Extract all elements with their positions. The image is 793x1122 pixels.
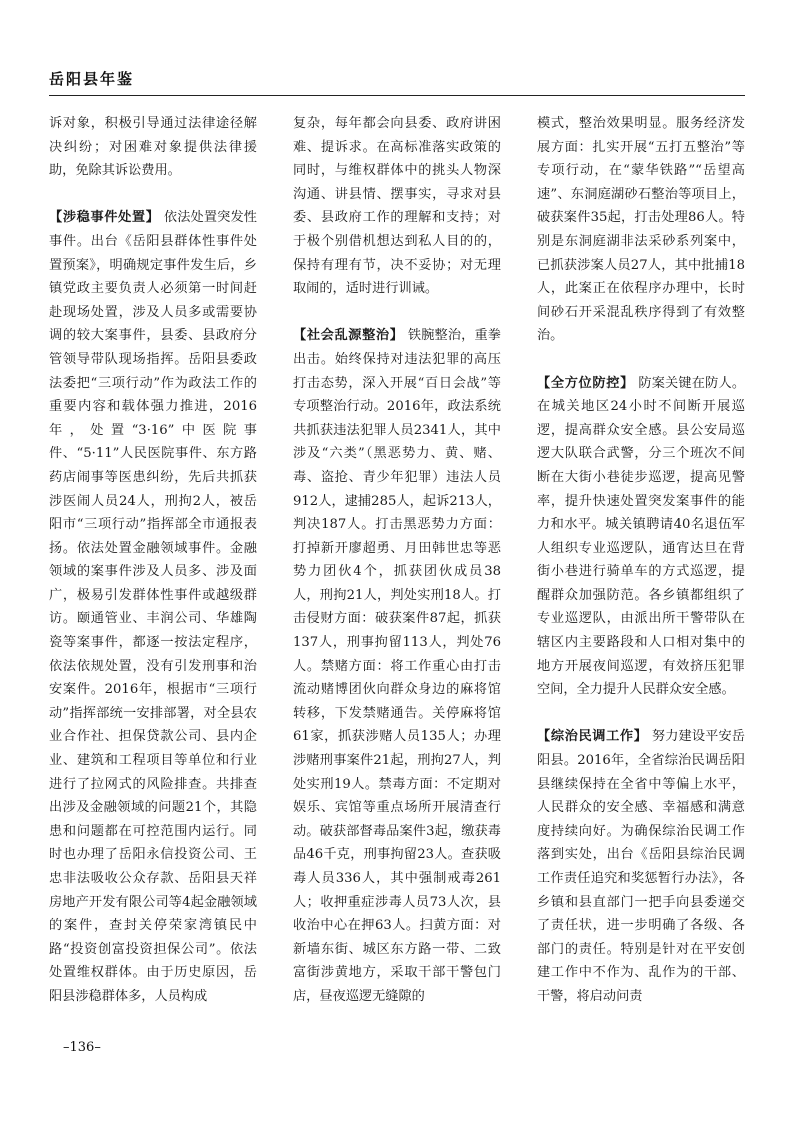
section-heading: 【社会乱源整治】 [293,328,404,344]
header-divider [49,95,745,96]
section-heading: 【涉稳事件处置】 [49,210,160,226]
section-body: 铁腕整治，重拳出击。始终保持对违法犯罪的高压打击态势，深入开展“百日会战”等专项整治行动。2016年，政法系统共抓获违法犯罪人员2341人，其中涉及“六类”（黑恶势力、黄、赌、毒、盗抢、青少年犯罪）违法人员912人，逮捕285人，起诉213人，判决187人。打击黑恶势力方面：打掉新开廖超勇、月田韩世忠等恶势力团伙4个，抓获团伙成员38人，刑拘21人，判处实刑18人。打击侵财方面：破获案件87起，抓获137人，刑事拘留113人，判处76人。禁赌方面：将工作重心由打击流动赌博团伙向群众身边的麻将馆转移，下发禁赌通告。关停麻将馆61家，抓获涉赌人员135人；办理涉赌刑事案件21起，刑拘27人，判处实刑19人。禁毒方面：不定期对娱乐、宾馆等重点场所开展清查行动。破获部督毒品案件3起，缴获毒品46千克，刑事拘留23人。查获吸毒人员336人，其中强制戒毒261人；收押重症涉毒人员73人次，县收治中心在押63人。扫黄方面：对新墙东街、城区东方路一带、二致富街涉黄地方，采取干部干警包门店，昼夜巡逻无缝隙的 [293,328,501,1004]
section-heading: 【综治民调工作】 [537,729,648,745]
section-body: 努力建设平安岳阳县。2016年，全省综治民调岳阳县继续保持在全省中等偏上水平，人民群众的安全感、幸福感和满意度持续向好。为确保综治民调工作落到实处，出台《岳阳县综治民调工作责任追究和奖惩暂行办法》，各乡镇和县直部门一把手向县委递交了责任状，进一步明确了各级、各部门的责任。特别是针对在平安创建工作中不作为、乱作为的干部、干警，将启动问责 [537,729,745,1004]
section-全方位防控 [537,372,745,702]
paragraph: 复杂，每年都会向县委、政府讲困难、提诉求。在高标准落实政策的同时，与维权群体中的挑头人物深沟通、讲县情、摆事实，寻求对县委、县政府工作的理解和支持；对于极个别借机想达到私人目的的，保持有理有节，决不妥协；对无理取闹的，适时进行训诫。 [293,116,501,297]
section-body: 防案关键在防人。在城关地区24小时不间断开展巡逻，提高群众安全感。县公安局巡逻大队联合武警，分三个班次不间断在大街小巷徒步巡逻，提高见警率，提升快速处置突发案事件的能力和水平。城关镇聘请40名退伍军人组织专业巡逻队，通宵达旦在背街小巷进行骑单车的方式巡逻，提醒群众加强防范。各乡镇都组织了专业巡逻队，由派出所干警带队在辖区内主要路段和人口相对集中的地方开展夜间巡逻，有效挤压犯罪空间，全力提升人民群众安全感。 [537,375,746,698]
section-heading: 【全方位防控】 [537,375,634,391]
running-header-title: 岳阳县年鉴 [49,70,135,88]
page-number: –136– [63,1040,101,1055]
text-column-1 [49,112,257,1009]
text-column-2 [293,112,501,1009]
section-涉稳事件处置 [49,206,257,1008]
paragraph: 模式，整治效果明显。服务经济发展方面：扎实开展“五打五整治”等专项行动，在“蒙华铁路”“岳望高速”、东洞庭湖砂石整治等项目上，破获案件35起，打击处理86人。特别是东洞庭湖非法采砂系列案中，已抓获涉案人员27人，其中批捕18人，此案正在依程序办理中，长时间砂石开采混乱秩序得到了有效整治。 [537,116,745,344]
text-column-3 [537,112,745,1009]
section-社会乱源整治 [293,324,501,1008]
section-body: 依法处置突发性事件。出台《岳阳县群体性事件处置预案》，明确规定事件发生后，乡镇党政主要负责人必须第一时间赶赴现场处置，涉及人员多或需要协调的较大案事件，县委、县政府分管领导带队现场指挥。岳阳县委政法委把“三项行动”作为政法工作的重要内容和载体强力推进，2016年，处置“3·16”中医院事件、“5·11”人民医院事件、东方路药店闹事等医患纠纷，先后共抓获涉医闹人员24人，刑拘2人，被岳阳市“三项行动”指挥部全市通报表扬。依法处置金融领域事件。金融领域的案事件涉及人员多、涉及面广，极易引发群体性事件或越级群访。颐通管业、丰润公司、华雄陶瓷等案事件，都逐一按法定程序，依法依规处置，没有引发刑事和治安案件。2016年，根据市“三项行动”指挥部统一安排部署，对全县农业合作社、担保贷款公司、县内企业、建筑和工程项目等单位和行业进行了拉网式的风险排查。共排查出涉及金融领域的问题21个，其隐患和问题都在可控范围内运行。同时也办理了岳阳永信投资公司、王忠非法吸收公众存款、岳阳县天祥房地产开发有限公司等4起金融领域的案件，查封关停荣家湾镇民中路“投资创富投资担保公司”。依法处置维权群体。由于历史原因，岳阳县涉稳群体多，人员构成 [49,210,257,1004]
paragraph: 诉对象，积极引导通过法律途径解决纠纷；对困难对象提供法律援助，免除其诉讼费用。 [49,116,257,179]
section-综治民调工作 [537,725,745,1008]
